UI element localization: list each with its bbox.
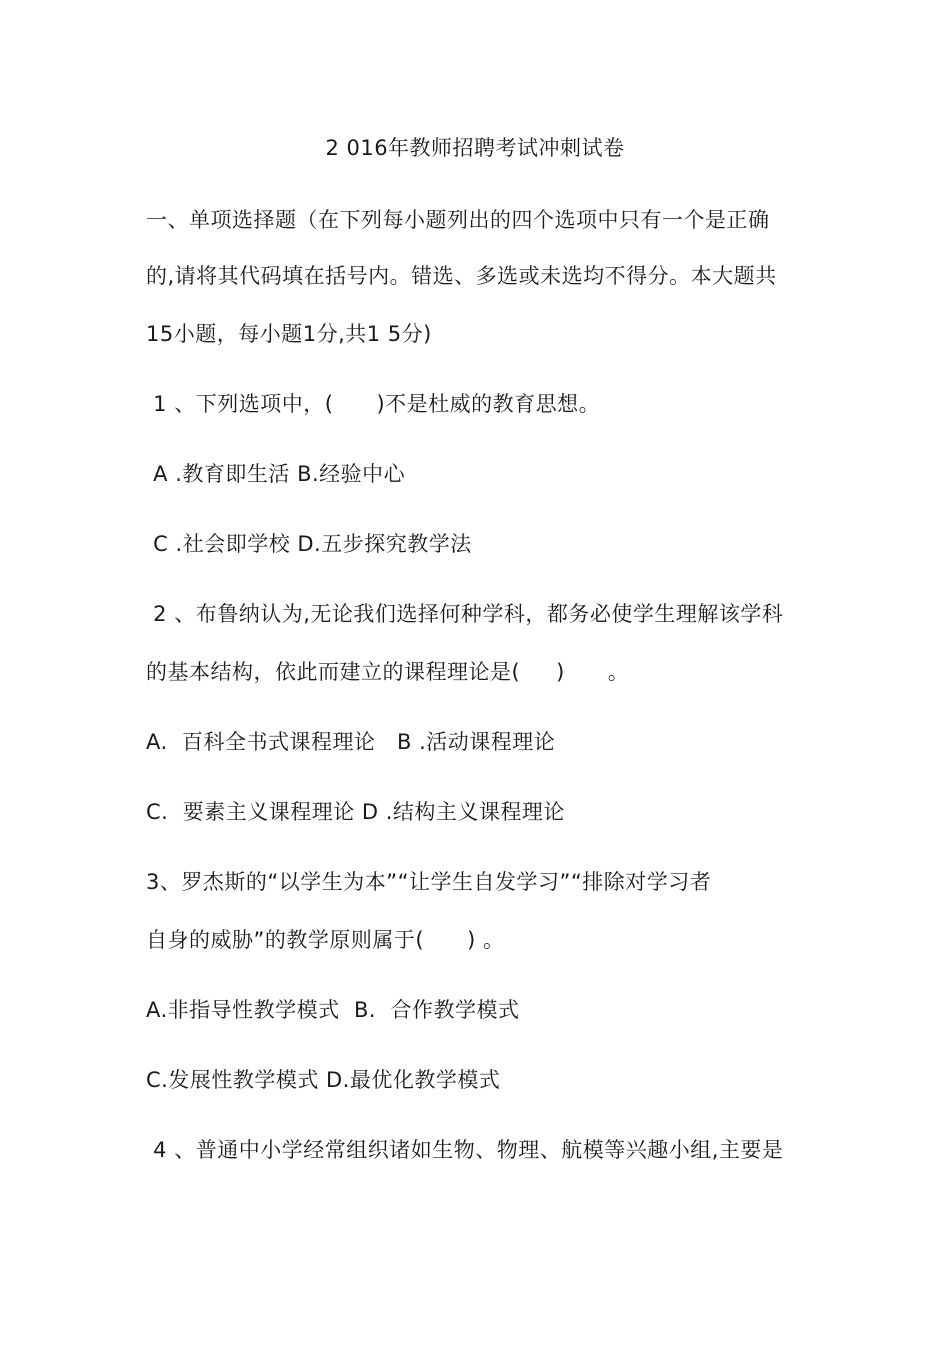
section-heading-line-2: 的,请将其代码填在括号内。错选、多选或未选均不得分。本大题共	[146, 264, 777, 288]
question-1-stem: 1 、下列选项中，( )不是杜威的教育思想。	[146, 392, 601, 416]
question-2-options-ab: A. 百科全书式课程理论 B .活动课程理论	[146, 730, 556, 754]
document-title: 2 016年教师招聘考试冲刺试卷	[325, 136, 625, 160]
section-heading-line-1: 一、单项选择题（在下列每小题列出的四个选项中只有一个是正确	[146, 208, 770, 232]
question-1-options-ab: A .教育即生活 B.经验中心	[146, 462, 406, 486]
question-3-options-cd: C.发展性教学模式 D.最优化教学模式	[146, 1068, 501, 1092]
question-3-stem-line-2: 自身的威胁”的教学原则属于( ) 。	[146, 928, 505, 952]
question-3-stem-line-1: 3、罗杰斯的“以学生为本”“让学生自发学习”“排除对学习者	[146, 870, 712, 894]
question-2-options-cd: C. 要素主义课程理论 D .结构主义课程理论	[146, 800, 565, 824]
question-2-stem-line-2: 的基本结构，依此而建立的课程理论是( ) 。	[146, 660, 630, 684]
question-1-options-cd: C .社会即学校 D.五步探究教学法	[146, 532, 472, 556]
question-4-stem-line-1: 4 、普通中小学经常组织诸如生物、物理、航模等兴趣小组,主要是	[146, 1138, 784, 1162]
section-heading-line-3: 15小题，每小题1分,共1 5分)	[146, 322, 432, 346]
question-2-stem-line-1: 2 、布鲁纳认为,无论我们选择何种学科，都务必使学生理解该学科	[146, 602, 784, 626]
question-3-options-ab: A.非指导性教学模式 B. 合作教学模式	[146, 998, 520, 1022]
